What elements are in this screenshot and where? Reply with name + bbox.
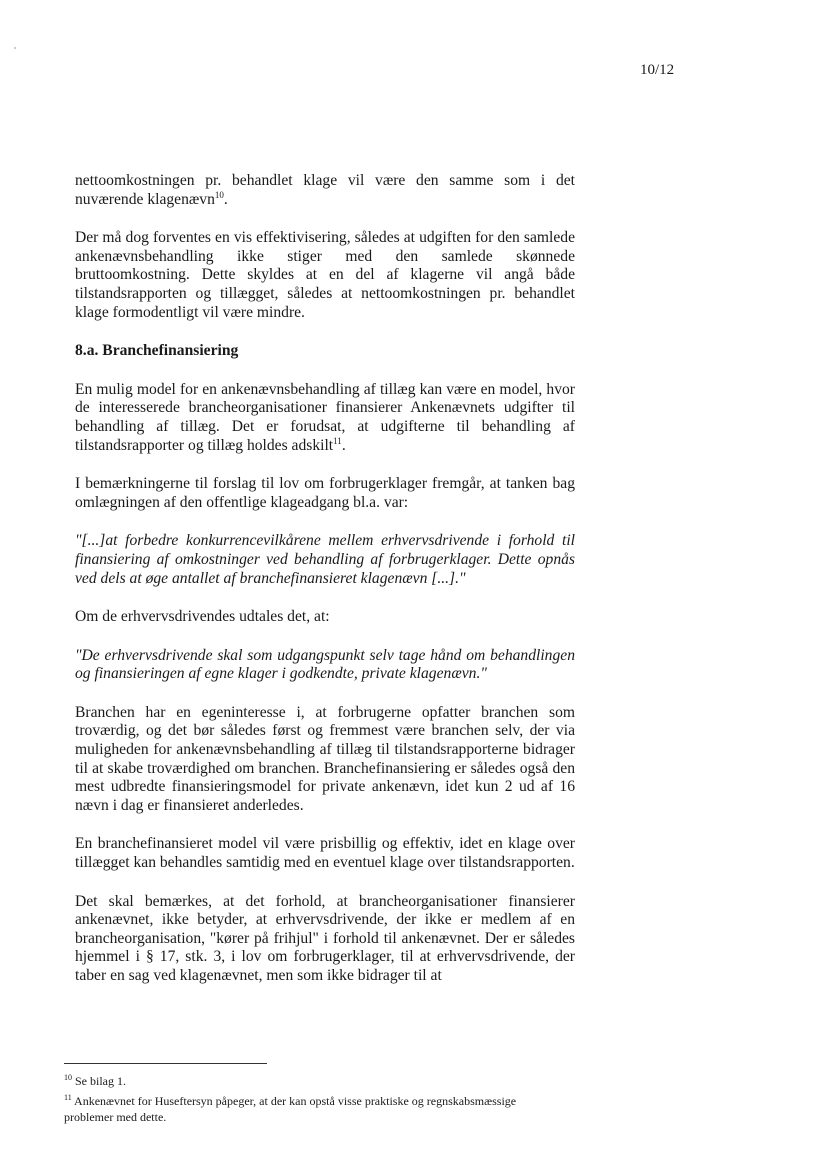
- scan-speck: [14, 47, 16, 49]
- paragraph-5: Om de erhvervsdrivendes udtales det, at:: [75, 608, 330, 626]
- quote-1: "[...]at forbedre konkurrencevilkårene mellem erhvervsdrivende i forhold til finansiering af omkostninger ved behandling af forbrugerklager. Dette opnås ved dels at øge antallet af branchefinansieret klagenævn [...].": [75, 532, 575, 587]
- paragraph-6: Branchen har en egeninteresse i, at forbrugerne opfatter branchen som troværdig, og det bør således først og fremmest være branchen selv, der via muligheden for ankenævnsbehandling af tillæg til tilstandsrapporterne bidrager til at skabe troværdighed om branchen. Branchefinansiering er således også den mest udbredte finansieringsmodel for private ankenævn, idet kun 2 ud af 16 nævn i dag er finansieret anderledes.: [75, 703, 575, 814]
- paragraph-7: En branchefinansieret model vil være prisbillig og effektiv, idet en klage over tillægget kan behandles samtidig med en eventuel klage over tilstandsrapporten.: [75, 835, 575, 872]
- footnote-ref-10[interactable]: 10: [214, 189, 224, 200]
- paragraph-3-end: .: [341, 436, 346, 454]
- footnote-number: 10: [64, 1073, 72, 1082]
- footnote-text: Ankenævnet for Huseftersyn påpeger, at der kan opstå visse praktiske og regnskabsmæssige problemer med dette.: [64, 1094, 517, 1124]
- footnote-text: Se bilag 1.: [75, 1074, 126, 1088]
- paragraph-3-text: En mulig model for en ankenævnsbehandling af tillæg kan være en model, hvor de interesserede brancheorganisationer finansierer Ankenævnets udgifter til behandling af tillæg. Det er forudsat, at udgifterne til behandling af tilstandsrapporter og tillæg holdes adskilt: [75, 380, 575, 454]
- quote-2: "De erhvervsdrivende skal som udgangspunkt selv tage hånd om behandlingen og finansieringen af egne klager i godkendte, private klagenævn.": [75, 646, 575, 683]
- paragraph-3: [75, 381, 575, 455]
- footnote-ref-11[interactable]: 11: [333, 435, 342, 446]
- footnotes: [64, 1073, 564, 1129]
- paragraph-1-end: .: [223, 190, 228, 208]
- document-body: [75, 172, 575, 1006]
- paragraph-4: I bemærkningerne til forslag til lov om forbrugerklager fremgår, at tanken bag omlægningen af den offentlige klageadgang bl.a. var:: [75, 475, 575, 511]
- footnote-number: 11: [64, 1093, 72, 1102]
- paragraph-2: Der må dog forventes en vis effektivisering, således at udgiften for den samlede ankenævnsbehandling ikke stiger med den samlede skønnede bruttoomkostning. Dette skyldes at en del af klagerne vil angå både tilstandsrapporten og tillægget, således at nettoomkostningen pr. behandlet klage formodentligt vil være mindre.: [75, 229, 575, 321]
- footnote-divider: [64, 1063, 267, 1064]
- section-8a: [75, 342, 575, 455]
- paragraph-1-text: nettoomkostningen pr. behandlet klage vil være den samme som i det nuværende klagenævn: [75, 172, 575, 208]
- footnote-10: [64, 1073, 564, 1089]
- page-number: 10/12: [640, 62, 675, 78]
- footnote-11: [64, 1093, 564, 1125]
- paragraph-8: Det skal bemærkes, at det forhold, at brancheorganisationer finansierer ankenævnet, ikke betyder, at erhvervsdrivende, der ikke er medlem af en brancheorganisation, "kører på frihjul" i forhold til ankenævnet. Der er således hjemmel i § 17, stk. 3, i lov om forbrugerklager, til at erhvervsdrivende, der taber en sag ved klagenævnet, men som ikke bidrager til at: [75, 892, 575, 984]
- section-heading: 8.a. Branchefinansiering: [75, 342, 239, 360]
- paragraph-1: [75, 172, 575, 209]
